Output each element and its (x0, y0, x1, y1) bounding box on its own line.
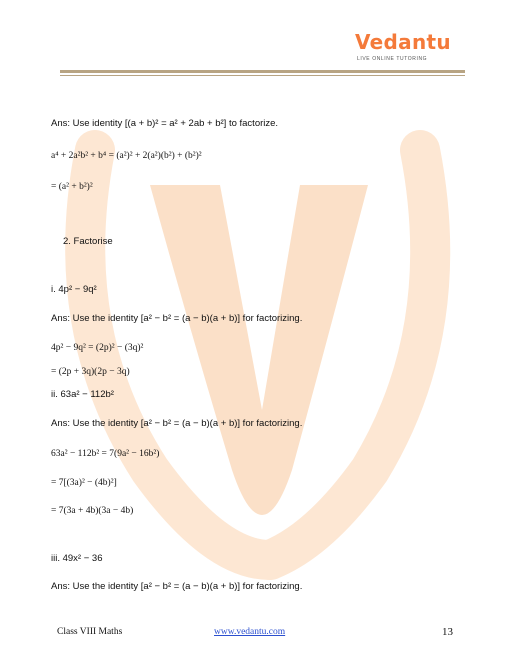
equation-line: = (2p + 3q)(2p − 3q) (51, 367, 130, 377)
vedantu-logo (355, 30, 465, 70)
sub-question: iii. 49x² − 36 (51, 553, 103, 564)
sub-question: i. 4p² − 9q² (51, 284, 97, 295)
footer-website-link[interactable]: www.vedantu.com (214, 627, 286, 637)
equation-line: = 7[(3a)² − (4b)²] (51, 478, 117, 488)
header-rule (60, 70, 465, 73)
equation-line: = 7(3a + 4b)(3a − 4b) (51, 506, 134, 516)
equation-line: = (a² + b²)² (51, 182, 93, 192)
question-heading: 2. Factorise (63, 236, 113, 247)
logo-wordmark: Vedantu (355, 30, 451, 54)
answer-line: Ans: Use the identity [a² − b² = (a − b)(a + b)] for factorizing. (51, 581, 303, 592)
answer-line: Ans: Use the identity [a² − b² = (a − b)(a + b)] for factorizing. (51, 418, 303, 429)
footer-class-label: Class VIII Maths (57, 627, 123, 637)
equation-line: 63a² − 112b² = 7(9a² − 16b²) (51, 449, 160, 459)
sub-question: ii. 63a² − 112b² (51, 389, 114, 400)
equation-line: 4p² − 9q² = (2p)² − (3q)² (51, 343, 144, 353)
answer-line: Ans: Use identity [(a + b)² = a² + 2ab + b²] to factorize. (51, 118, 279, 129)
answer-line: Ans: Use the identity [a² − b² = (a − b)(a + b)] for factorizing. (51, 313, 303, 324)
logo-tagline: LIVE ONLINE TUTORING (357, 56, 428, 62)
page-number: 13 (442, 626, 453, 638)
header-rule-thin (60, 75, 465, 76)
equation-line: a⁴ + 2a²b² + b⁴ = (a²)² + 2(a²)(b²) + (b²)² (51, 151, 202, 161)
